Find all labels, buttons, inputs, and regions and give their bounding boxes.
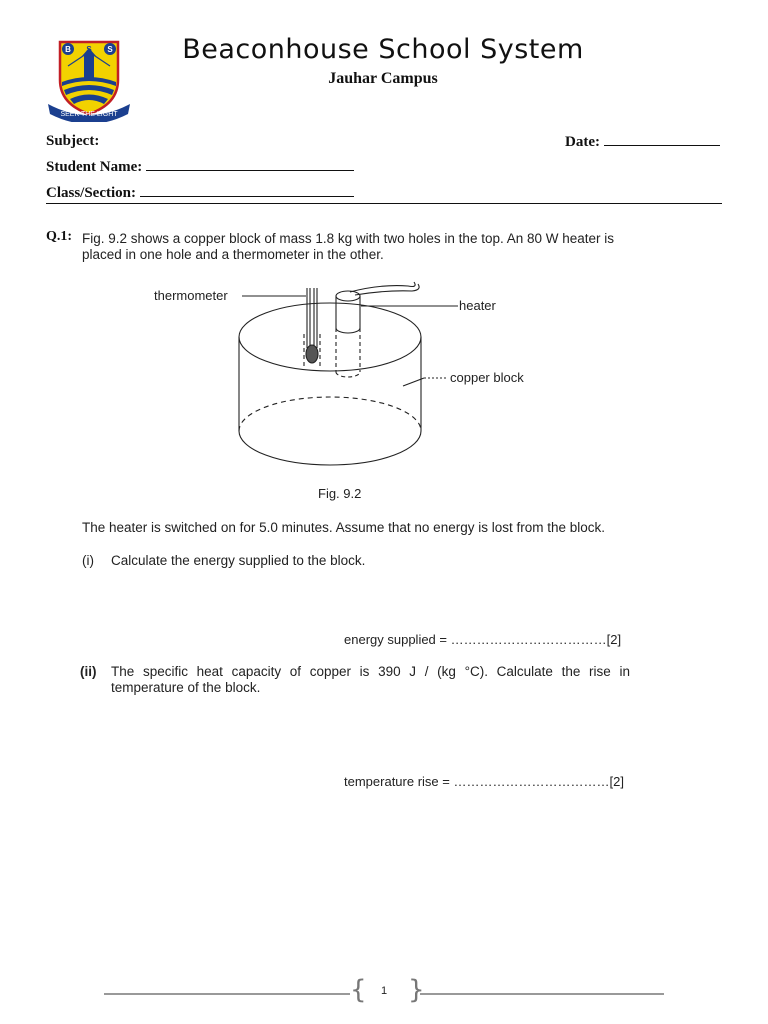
part-i-label: (i) <box>82 553 94 568</box>
student-name-field[interactable] <box>46 158 354 176</box>
date-field[interactable] <box>565 133 720 151</box>
footer-line-right <box>420 993 664 995</box>
part-i-answer[interactable] <box>344 632 621 647</box>
part-ii-answer[interactable] <box>344 774 624 789</box>
heater-label: heater <box>459 298 496 313</box>
copper-block-diagram <box>150 276 550 506</box>
logo-letter-b: B <box>65 45 71 54</box>
question-intro: Fig. 9.2 shows a copper block of mass 1.8 kg with two holes in the top. An 80 W heater is placed in one hole and a thermometer in the other. <box>82 231 615 262</box>
student-name-blank[interactable] <box>146 158 354 171</box>
class-section-label: Class/Section: <box>46 185 136 201</box>
header-divider <box>46 203 722 204</box>
page-number: 1 <box>380 985 388 997</box>
part-ii-answer-label: temperature rise = <box>344 774 450 789</box>
part-i-answer-dots[interactable]: ……………………………… <box>450 632 607 647</box>
subject-field[interactable] <box>46 133 99 150</box>
part-i-marks: [2] <box>606 632 622 647</box>
thermometer-label: thermometer <box>154 288 228 303</box>
logo-letter-s2: S <box>107 45 113 54</box>
school-name: Beaconhouse School System <box>182 34 584 65</box>
footer-line-left <box>104 993 350 995</box>
student-name-label: Student Name: <box>46 159 143 175</box>
subject-label: Subject: <box>46 133 100 149</box>
date-blank[interactable] <box>604 133 720 146</box>
logo-motto: SEEK THE LIGHT <box>60 111 118 118</box>
part-i-answer-label: energy supplied = <box>344 632 447 647</box>
class-section-blank[interactable] <box>140 184 354 197</box>
question-stem: The heater is switched on for 5.0 minutes. Assume that no energy is lost from the block. <box>82 520 606 535</box>
question-number: Q.1: <box>46 229 73 244</box>
copper-block-label: copper block <box>450 370 524 385</box>
class-section-field[interactable] <box>46 184 354 202</box>
school-logo <box>44 38 134 122</box>
part-ii-label: (ii) <box>80 664 97 679</box>
figure-caption: Fig. 9.2 <box>318 486 362 501</box>
part-ii-text: The specific heat capacity of copper is 390 J / (kg °C). Calculate the rise in temperature of the block. <box>111 664 630 695</box>
figure-9-2 <box>150 276 550 506</box>
logo-letter-s1: S <box>86 45 92 54</box>
date-label: Date: <box>565 134 600 150</box>
campus-name: Jauhar Campus <box>328 70 438 87</box>
part-ii-marks: [2] <box>609 774 624 789</box>
footer-bracket-right: } <box>408 975 425 1005</box>
footer-bracket-left: { <box>350 975 367 1005</box>
part-i-text: Calculate the energy supplied to the block. <box>111 553 366 568</box>
part-ii-answer-dots[interactable]: ……………………………… <box>453 774 610 789</box>
